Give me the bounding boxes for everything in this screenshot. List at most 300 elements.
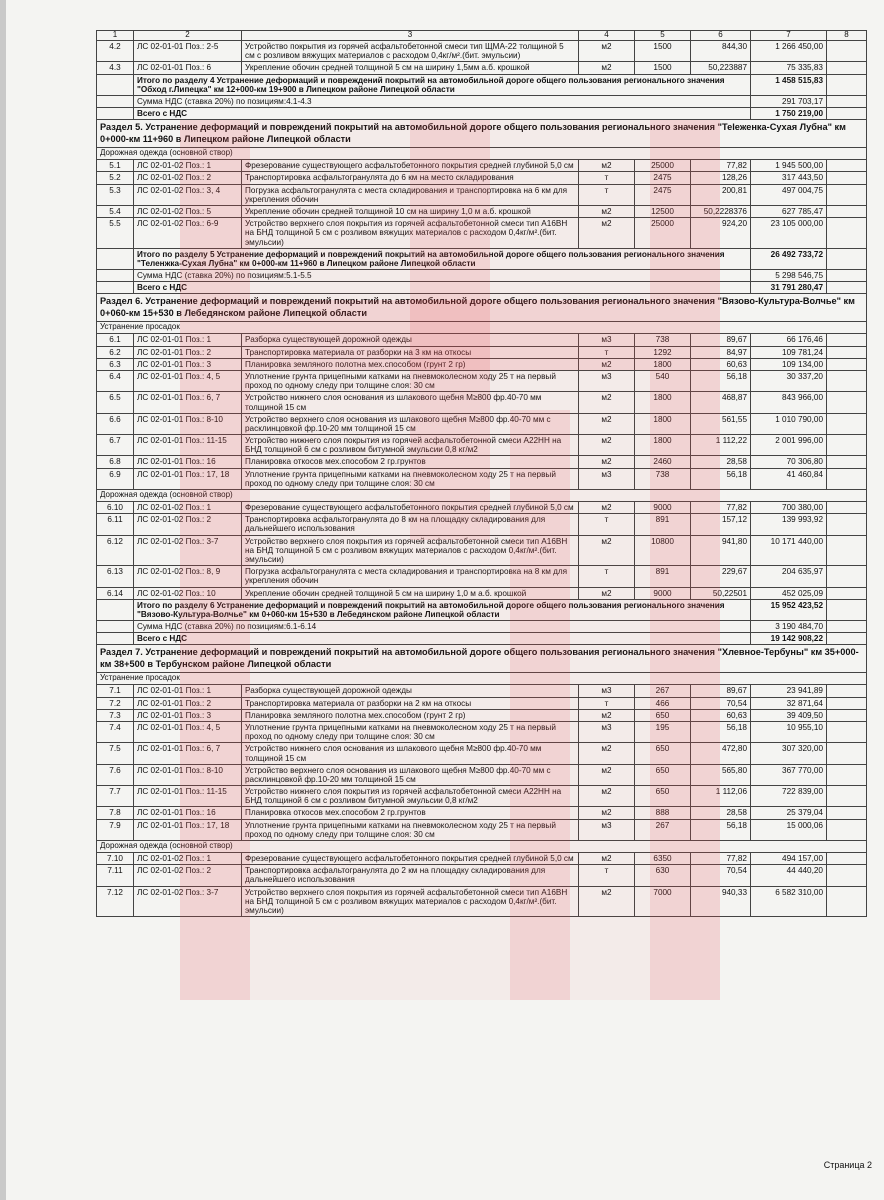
quantity: 9000: [635, 587, 691, 599]
unit: м3: [579, 334, 635, 346]
unit: т: [579, 514, 635, 535]
notes-cell: [827, 514, 867, 535]
total-cost: 66 176,46: [751, 334, 827, 346]
total-label: Итого по разделу 6 Устранение деформаций и повреждений покрытий на автомобильной дороге общего пользования регионального значения "Вязово-Культура-Волчье" км 0+060-км 15+530 в Лебедянском районе Липецкой области: [134, 599, 751, 620]
vat-row: [97, 270, 867, 282]
grand-label: Всего с НДС: [134, 282, 751, 294]
notes-cell: [827, 852, 867, 864]
estimate-reference: ЛС 02-01-02 Поз.: 10: [134, 587, 242, 599]
unit: м2: [579, 413, 635, 434]
unit-price: 157,12: [691, 514, 751, 535]
unit: т: [579, 172, 635, 184]
blank-cell: [97, 633, 134, 645]
vat-label: Сумма НДС (ставка 20%) по позициям:6.1-6.14: [134, 621, 751, 633]
blank-cell: [97, 282, 134, 294]
total-amount: 26 492 733,72: [751, 248, 827, 269]
item-number: 7.9: [97, 819, 134, 840]
total-cost: 23 105 000,00: [751, 218, 827, 249]
notes-cell: [827, 334, 867, 346]
vat-label: Сумма НДС (ставка 20%) по позициям:4.1-4.3: [134, 95, 751, 107]
table-row: [97, 370, 867, 391]
unit-price: 28,58: [691, 807, 751, 819]
notes-cell: [827, 248, 867, 269]
estimate-reference: ЛС 02-01-02 Поз.: 3-7: [134, 886, 242, 917]
table-row: [97, 865, 867, 886]
unit: м3: [579, 819, 635, 840]
table-row: [97, 62, 867, 74]
quantity: 650: [635, 764, 691, 785]
table-row: [97, 456, 867, 468]
notes-cell: [827, 743, 867, 764]
unit-price: 70,54: [691, 865, 751, 886]
unit-price: 89,67: [691, 334, 751, 346]
work-description: Транспортировка асфальтогранулята до 2 км на площадку складирования для дальнейшего использования: [242, 865, 579, 886]
total-cost: 1 010 790,00: [751, 413, 827, 434]
unit: м2: [579, 709, 635, 721]
work-description: Планировка земляного полотна мех.способом (грунт 2 гр): [242, 358, 579, 370]
estimate-reference: ЛС 02-01-01 Поз.: 6, 7: [134, 392, 242, 413]
subsection-row: [97, 490, 867, 502]
work-description: Фрезерование существующего асфальтобетонного покрытия средней глубиной 5,0 см: [242, 852, 579, 864]
work-description: Устройство верхнего слоя покрытия из горячей асфальтобетонной смеси тип А16ВН на БНД толщиной 5 см с розливом вяжущих материалов с расходом 0,4кг/м².(бит. эмульсии): [242, 218, 579, 249]
estimate-reference: ЛС 02-01-01 Поз.: 2: [134, 697, 242, 709]
unit: м2: [579, 764, 635, 785]
work-description: Планировка откосов мех.способом 2 гр.грунтов: [242, 807, 579, 819]
total-cost: 39 409,50: [751, 709, 827, 721]
unit: т: [579, 184, 635, 205]
table-row: [97, 697, 867, 709]
total-cost: 452 025,09: [751, 587, 827, 599]
estimate-reference: ЛС 02-01-01 Поз.: 1: [134, 334, 242, 346]
notes-cell: [827, 172, 867, 184]
work-description: Устройство нижнего слоя покрытия из горячей асфальтобетонной смеси А22НН на БНД толщиной 6 см с розливом битумной эмульсии 0,8 кг/м2: [242, 786, 579, 807]
notes-cell: [827, 270, 867, 282]
notes-cell: [827, 413, 867, 434]
total-cost: 70 306,80: [751, 456, 827, 468]
quantity: 2460: [635, 456, 691, 468]
notes-cell: [827, 886, 867, 917]
quantity: 1800: [635, 435, 691, 456]
unit: м2: [579, 392, 635, 413]
estimate-reference: ЛС 02-01-02 Поз.: 2: [134, 865, 242, 886]
vat-label: Сумма НДС (ставка 20%) по позициям:5.1-5.5: [134, 270, 751, 282]
grand-total-row: [97, 108, 867, 120]
notes-cell: [827, 358, 867, 370]
notes-cell: [827, 709, 867, 721]
item-number: 5.4: [97, 205, 134, 217]
quantity: 2475: [635, 184, 691, 205]
notes-cell: [827, 599, 867, 620]
work-description: Фрезерование существующего асфальтобетонного покрытия средней глубиной 5,0 см: [242, 160, 579, 172]
item-number: 7.11: [97, 865, 134, 886]
section-total-row: [97, 74, 867, 95]
section-heading: Раздел 5. Устранение деформаций и повреждений покрытий на автомобильной дороге общего пользования регионального значения "Теleженка-Сухая Лубна" км 0+000-км 11+960 в Липецком районе Липецкой области: [97, 120, 867, 148]
estimate-reference: ЛС 02-01-01 Поз.: 6: [134, 62, 242, 74]
blank-cell: [97, 599, 134, 620]
table-body: [97, 31, 867, 917]
estimate-reference: ЛС 02-01-02 Поз.: 2: [134, 514, 242, 535]
unit-price: 1 112,06: [691, 786, 751, 807]
total-cost: 497 004,75: [751, 184, 827, 205]
table-row: [97, 886, 867, 917]
unit-price: 56,18: [691, 819, 751, 840]
unit: т: [579, 346, 635, 358]
notes-cell: [827, 502, 867, 514]
item-number: 4.2: [97, 40, 134, 61]
section-heading: Раздел 6. Устранение деформаций и повреждений покрытий на автомобильной дороге общего пользования регионального значения "Вязово-Культура-Волчье" км 0+060-км 15+530 в Лебедянском районе Липецкой области: [97, 294, 867, 322]
estimate-reference: ЛС 02-01-01 Поз.: 6, 7: [134, 743, 242, 764]
total-cost: 109 781,24: [751, 346, 827, 358]
estimate-reference: ЛС 02-01-01 Поз.: 3: [134, 358, 242, 370]
page-number: Страница 2: [823, 1160, 872, 1170]
estimate-reference: ЛС 02-01-01 Поз.: 4, 5: [134, 370, 242, 391]
total-cost: 75 335,83: [751, 62, 827, 74]
item-number: 4.3: [97, 62, 134, 74]
subsection-label: Устранение просадок: [97, 673, 867, 685]
notes-cell: [827, 95, 867, 107]
total-cost: 41 460,84: [751, 468, 827, 489]
quantity: 1500: [635, 62, 691, 74]
notes-cell: [827, 40, 867, 61]
total-cost: 10 955,10: [751, 721, 827, 742]
quantity: 195: [635, 721, 691, 742]
notes-cell: [827, 535, 867, 566]
total-cost: 627 785,47: [751, 205, 827, 217]
estimate-reference: ЛС 02-01-02 Поз.: 1: [134, 160, 242, 172]
blank-cell: [97, 621, 134, 633]
item-number: 5.1: [97, 160, 134, 172]
work-description: Устройство верхнего слоя основания из шлакового щебня М≥800 фр.40-70 мм с расклинцовкой фр.10-20 мм толщиной 15 см: [242, 413, 579, 434]
total-cost: 15 000,06: [751, 819, 827, 840]
notes-cell: [827, 721, 867, 742]
subsection-row: [97, 841, 867, 853]
work-description: Транспортировка асфальтогранулята до 6 км на место складирования: [242, 172, 579, 184]
quantity: 738: [635, 334, 691, 346]
work-description: Транспортировка материала от разборки на 2 км на откосы: [242, 697, 579, 709]
notes-cell: [827, 435, 867, 456]
table-row: [97, 358, 867, 370]
unit: м2: [579, 218, 635, 249]
estimate-reference: ЛС 02-01-02 Поз.: 2: [134, 172, 242, 184]
quantity: 888: [635, 807, 691, 819]
quantity: 650: [635, 743, 691, 764]
total-amount: 15 952 423,52: [751, 599, 827, 620]
notes-cell: [827, 621, 867, 633]
total-label: Итого по разделу 4 Устранение деформаций и повреждений покрытий на автомобильной дороге общего пользования регионального значения "Обход г.Липецка" км 12+000-км 19+900 в Липецком районе Липецкой области: [134, 74, 751, 95]
quantity: 25000: [635, 160, 691, 172]
section-heading-row: [97, 294, 867, 322]
table-row: [97, 205, 867, 217]
grand-amount: 19 142 908,22: [751, 633, 827, 645]
unit: м2: [579, 40, 635, 61]
table-row: [97, 435, 867, 456]
notes-cell: [827, 468, 867, 489]
table-row: [97, 743, 867, 764]
unit: т: [579, 566, 635, 587]
blank-cell: [97, 74, 134, 95]
table-row: [97, 587, 867, 599]
item-number: 6.6: [97, 413, 134, 434]
total-cost: 367 770,00: [751, 764, 827, 785]
item-number: 6.13: [97, 566, 134, 587]
unit: м2: [579, 160, 635, 172]
quantity: 1500: [635, 40, 691, 61]
item-number: 7.2: [97, 697, 134, 709]
table-row: [97, 807, 867, 819]
estimate-table: [96, 30, 867, 917]
work-description: Устройство покрытия из горячей асфальтобетонной смеси тип ЩМА-22 толщиной 5 см с розливом вяжущих материалов с расходом 0,4кг/м².(бит. эмульсии): [242, 40, 579, 61]
estimate-reference: ЛС 02-01-01 Поз.: 8-10: [134, 413, 242, 434]
item-number: 7.3: [97, 709, 134, 721]
quantity: 267: [635, 685, 691, 697]
unit: м2: [579, 358, 635, 370]
unit: м2: [579, 502, 635, 514]
unit: м2: [579, 535, 635, 566]
unit-price: 60,63: [691, 709, 751, 721]
quantity: 650: [635, 709, 691, 721]
table-row: [97, 852, 867, 864]
unit-price: 229,67: [691, 566, 751, 587]
unit-price: 60,63: [691, 358, 751, 370]
work-description: Укрепление обочин средней толщиной 5 см на ширину 1,0 м а.б. крошкой: [242, 587, 579, 599]
table-row: [97, 172, 867, 184]
table-row: [97, 392, 867, 413]
notes-cell: [827, 218, 867, 249]
unit: м2: [579, 743, 635, 764]
table-row: [97, 786, 867, 807]
estimate-reference: ЛС 02-01-01 Поз.: 3: [134, 709, 242, 721]
work-description: Уплотнение грунта прицепными катками на пневмоколесном ходу 25 т на первый проход по одному следу при толщине слоя: 30 см: [242, 468, 579, 489]
item-number: 5.5: [97, 218, 134, 249]
column-number-header: [97, 31, 867, 41]
unit-price: 77,82: [691, 502, 751, 514]
subsection-label: Дорожная одежда (основной створ): [97, 841, 867, 853]
table-row: [97, 413, 867, 434]
work-description: Погрузка асфальтогранулята с места складирования и транспортировка на 8 км для укрепления обочин: [242, 566, 579, 587]
work-description: Уплотнение грунта прицепными катками на пневмоколесном ходу 25 т на первый проход по одному следу при толщине слоя: 30 см: [242, 370, 579, 391]
table-row: [97, 334, 867, 346]
table-row: [97, 764, 867, 785]
table-row: [97, 721, 867, 742]
quantity: 6350: [635, 852, 691, 864]
unit-price: 844,30: [691, 40, 751, 61]
estimate-reference: ЛС 02-01-02 Поз.: 1: [134, 852, 242, 864]
estimate-reference: ЛС 02-01-01 Поз.: 1: [134, 685, 242, 697]
total-cost: 843 966,00: [751, 392, 827, 413]
blank-cell: [97, 270, 134, 282]
notes-cell: [827, 685, 867, 697]
table-row: [97, 468, 867, 489]
subsection-label: Дорожная одежда (основной створ): [97, 148, 867, 160]
quantity: 630: [635, 865, 691, 886]
item-number: 6.4: [97, 370, 134, 391]
estimate-reference: ЛС 02-01-02 Поз.: 6-9: [134, 218, 242, 249]
work-description: Уплотнение грунта прицепными катками на пневмоколесном ходу 25 т на первый проход по одному следу при толщине слоя: 30 см: [242, 819, 579, 840]
estimate-reference: ЛС 02-01-02 Поз.: 1: [134, 502, 242, 514]
table-row: [97, 709, 867, 721]
total-cost: 25 379,04: [751, 807, 827, 819]
total-cost: 30 337,20: [751, 370, 827, 391]
quantity: 650: [635, 786, 691, 807]
unit: м2: [579, 852, 635, 864]
total-cost: 700 380,00: [751, 502, 827, 514]
quantity: 1800: [635, 392, 691, 413]
quantity: 1800: [635, 358, 691, 370]
section-total-row: [97, 599, 867, 620]
section-total-row: [97, 248, 867, 269]
unit: м2: [579, 587, 635, 599]
total-cost: 317 443,50: [751, 172, 827, 184]
notes-cell: [827, 697, 867, 709]
unit-price: 56,18: [691, 370, 751, 391]
unit: м3: [579, 685, 635, 697]
table-row: [97, 566, 867, 587]
work-description: Устройство верхнего слоя основания из шлакового щебня М≥800 фр.40-70 мм с расклинцовкой фр.10-20 мм толщиной 15 см: [242, 764, 579, 785]
total-cost: 307 320,00: [751, 743, 827, 764]
work-description: Укрепление обочин средней толщиной 10 см на ширину 1,0 м а.б. крошкой: [242, 205, 579, 217]
unit: т: [579, 697, 635, 709]
item-number: 7.6: [97, 764, 134, 785]
quantity: 12500: [635, 205, 691, 217]
quantity: 738: [635, 468, 691, 489]
total-cost: 722 839,00: [751, 786, 827, 807]
work-description: Устройство верхнего слоя покрытия из горячей асфальтобетонной смеси тип А16ВН на БНД толщиной 5 см с розливом вяжущих материалов с расходом 0,4кг/м².(бит. эмульсии): [242, 535, 579, 566]
notes-cell: [827, 282, 867, 294]
estimate-reference: ЛС 02-01-01 Поз.: 17, 18: [134, 468, 242, 489]
notes-cell: [827, 74, 867, 95]
unit: м2: [579, 456, 635, 468]
unit: м2: [579, 205, 635, 217]
estimate-reference: ЛС 02-01-01 Поз.: 4, 5: [134, 721, 242, 742]
notes-cell: [827, 566, 867, 587]
total-cost: 23 941,89: [751, 685, 827, 697]
item-number: 7.1: [97, 685, 134, 697]
work-description: Уплотнение грунта прицепными катками на пневмоколесном ходу 25 т на первый проход по одному следу при толщине слоя: 30 см: [242, 721, 579, 742]
total-amount: 1 458 515,83: [751, 74, 827, 95]
quantity: 7000: [635, 886, 691, 917]
unit-price: 50,22501: [691, 587, 751, 599]
unit-price: 28,58: [691, 456, 751, 468]
unit-price: 84,97: [691, 346, 751, 358]
work-description: Укрепление обочин средней толщиной 5 см на ширину 1,5мм а.б. крошкой: [242, 62, 579, 74]
work-description: Устройство нижнего слоя основания из шлакового щебня М≥800 фр.40-70 мм толщиной 15 см: [242, 743, 579, 764]
work-description: Транспортировка асфальтогранулята до 8 км на площадку складирования для дальнейшего использования: [242, 514, 579, 535]
unit-price: 56,18: [691, 468, 751, 489]
table-row: [97, 685, 867, 697]
vat-row: [97, 621, 867, 633]
blank-cell: [97, 95, 134, 107]
total-cost: 32 871,64: [751, 697, 827, 709]
vat-row: [97, 95, 867, 107]
quantity: 10800: [635, 535, 691, 566]
notes-cell: [827, 392, 867, 413]
total-cost: 109 134,00: [751, 358, 827, 370]
item-number: 5.2: [97, 172, 134, 184]
item-number: 7.12: [97, 886, 134, 917]
grand-amount: 1 750 219,00: [751, 108, 827, 120]
quantity: 267: [635, 819, 691, 840]
quantity: 1800: [635, 413, 691, 434]
blank-cell: [97, 248, 134, 269]
unit-price: 561,55: [691, 413, 751, 434]
item-number: 6.8: [97, 456, 134, 468]
notes-cell: [827, 807, 867, 819]
notes-cell: [827, 633, 867, 645]
unit-price: 50,223887: [691, 62, 751, 74]
unit-price: 77,82: [691, 160, 751, 172]
vat-amount: 291 703,17: [751, 95, 827, 107]
item-number: 7.5: [97, 743, 134, 764]
total-cost: 204 635,97: [751, 566, 827, 587]
work-description: Транспортировка материала от разборки на 3 км на откосы: [242, 346, 579, 358]
work-description: Планировка земляного полотна мех.способом (грунт 2 гр): [242, 709, 579, 721]
grand-total-row: [97, 633, 867, 645]
item-number: 6.10: [97, 502, 134, 514]
unit-price: 941,80: [691, 535, 751, 566]
subsection-label: Устранение просадок: [97, 322, 867, 334]
subsection-label: Дорожная одежда (основной створ): [97, 490, 867, 502]
grand-label: Всего с НДС: [134, 108, 751, 120]
quantity: 25000: [635, 218, 691, 249]
unit-price: 200,81: [691, 184, 751, 205]
item-number: 7.4: [97, 721, 134, 742]
estimate-reference: ЛС 02-01-01 Поз.: 16: [134, 807, 242, 819]
unit-price: 1 112,22: [691, 435, 751, 456]
estimate-reference: ЛС 02-01-01 Поз.: 16: [134, 456, 242, 468]
unit-price: 128,26: [691, 172, 751, 184]
total-cost: 10 171 440,00: [751, 535, 827, 566]
unit: м2: [579, 62, 635, 74]
unit: м3: [579, 721, 635, 742]
table-row: [97, 40, 867, 61]
table-row: [97, 346, 867, 358]
vat-amount: 5 298 546,75: [751, 270, 827, 282]
unit-price: 468,87: [691, 392, 751, 413]
item-number: 6.5: [97, 392, 134, 413]
unit-price: 89,67: [691, 685, 751, 697]
estimate-reference: ЛС 02-01-01 Поз.: 2-5: [134, 40, 242, 61]
table-row: [97, 184, 867, 205]
work-description: Погрузка асфальтогранулята с места складирования и транспортировка на 6 км для укрепления обочин: [242, 184, 579, 205]
total-cost: 44 440,20: [751, 865, 827, 886]
unit: м3: [579, 468, 635, 489]
item-number: 6.1: [97, 334, 134, 346]
quantity: 2475: [635, 172, 691, 184]
item-number: 6.3: [97, 358, 134, 370]
total-cost: 494 157,00: [751, 852, 827, 864]
notes-cell: [827, 456, 867, 468]
total-cost: 2 001 996,00: [751, 435, 827, 456]
notes-cell: [827, 819, 867, 840]
subsection-row: [97, 148, 867, 160]
col-header: 2: [134, 31, 242, 41]
item-number: 7.10: [97, 852, 134, 864]
item-number: 6.11: [97, 514, 134, 535]
page-edge: [0, 0, 6, 1200]
section-heading-row: [97, 120, 867, 148]
unit-price: 56,18: [691, 721, 751, 742]
estimate-reference: ЛС 02-01-01 Поз.: 11-15: [134, 435, 242, 456]
unit-price: 472,80: [691, 743, 751, 764]
table-row: [97, 514, 867, 535]
unit: м2: [579, 886, 635, 917]
col-header: 4: [579, 31, 635, 41]
total-cost: 139 993,92: [751, 514, 827, 535]
unit: т: [579, 865, 635, 886]
notes-cell: [827, 587, 867, 599]
vat-amount: 3 190 484,70: [751, 621, 827, 633]
table-row: [97, 819, 867, 840]
